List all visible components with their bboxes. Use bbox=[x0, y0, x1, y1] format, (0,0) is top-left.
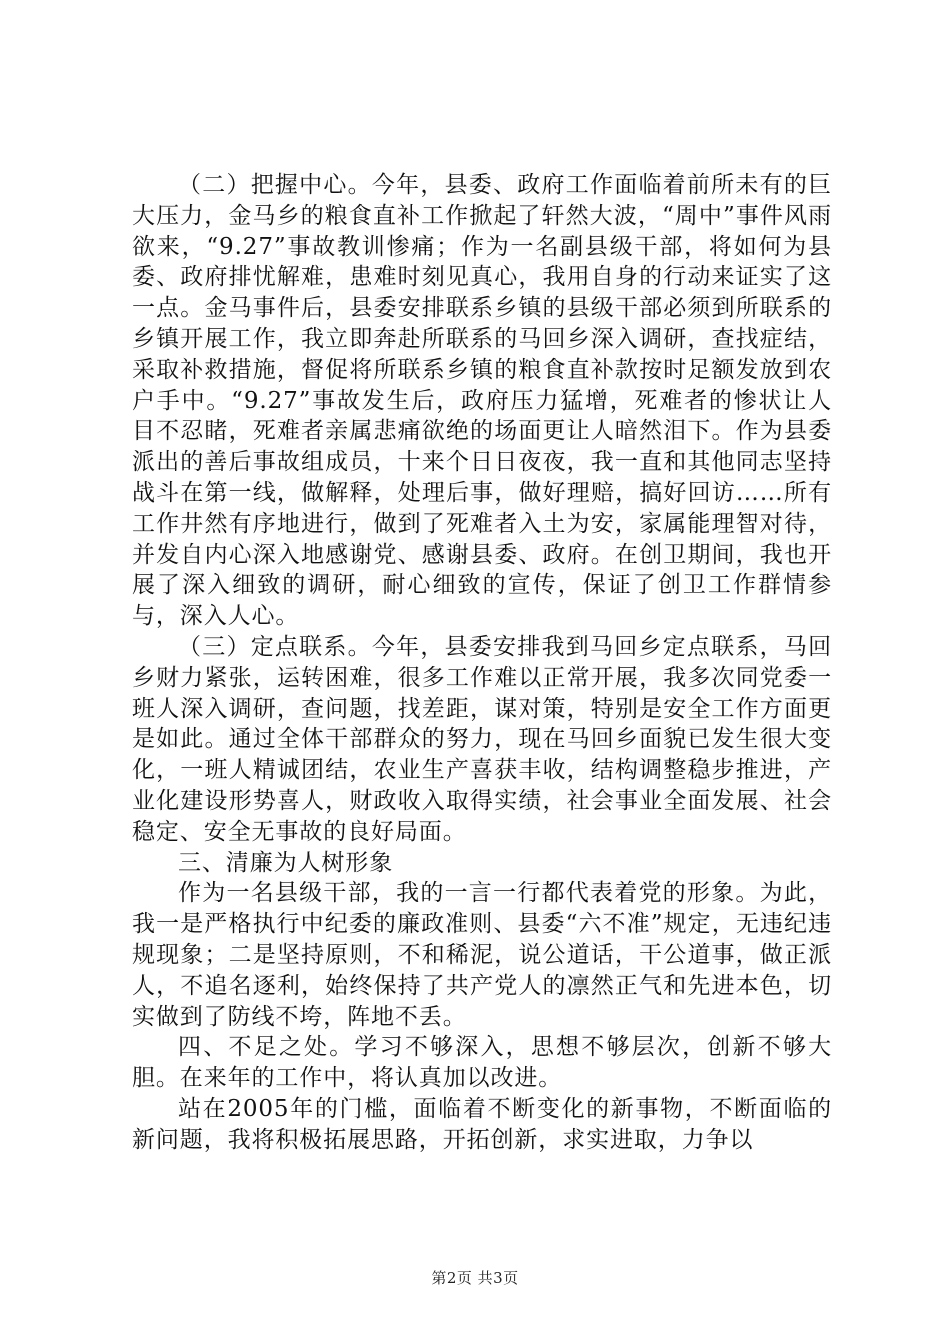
page-footer: 第2页 共3页 bbox=[431, 1269, 519, 1287]
paragraph-outlook: 站在2005年的门槛，面临着不断变化的新事物，不断面临的新问题，我将积极拓展思路，开拓创新，求实进取，力争以 bbox=[132, 1095, 832, 1153]
paragraph-fixed-contact: （三）定点联系。今年，县委安排我到马回乡定点联系，马回乡财力紧张，运转困难，很多工作难以正常开展，我多次同党委一班人深入调研，查问题，找差距，谋对策，特别是安全工作方面更是如此。通过全体干部群众的努力，现在马回乡面貌已发生很大变化，一班人精诚团结，农业生产喜获丰收，结构调整稳步推进，产业化建设形势喜人，财政收入取得实绩，社会事业全面发展、社会稳定、安全无事故的良好局面。 bbox=[132, 633, 832, 845]
section-heading-integrity: 三、清廉为人树形象 bbox=[178, 849, 394, 876]
document-body bbox=[132, 170, 832, 1156]
paragraph-grasp-center: （二）把握中心。今年，县委、政府工作面临着前所未有的巨大压力，金马乡的粮食直补工作掀起了轩然大波，“周中”事件风雨欲来，“9.27”事故教训惨痛；作为一名副县级干部，将如何为县委、政府排忧解难，患难时刻见真心，我用自身的行动来证实了这一点。金马事件后，县委安排联系乡镇的县级干部必须到所联系的乡镇开展工作，我立即奔赴所联系的马回乡深入调研，查找症结，采取补救措施，督促将所联系乡镇的粮食直补款按时足额发放到农户手中。“9.27”事故发生后，政府压力猛增，死难者的惨状让人目不忍睹，死难者亲属悲痛欲绝的场面更让人暗然泪下。作为县委派出的善后事故组成员，十来个日日夜夜，我一直和其他同志坚持战斗在第一线，做解释，处理后事，做好理赔，搞好回访……所有工作井然有序地进行，做到了死难者入土为安，家属能理智对待，并发自内心深入地感谢党、感谢县委、政府。在创卫期间，我也开展了深入细致的调研，耐心细致的宣传，保证了创卫工作群情参与，深入人心。 bbox=[132, 172, 832, 630]
paragraph-shortcomings: 四、不足之处。学习不够深入，思想不够层次，创新不够大胆。在来年的工作中，将认真加以改进。 bbox=[132, 1034, 832, 1092]
paragraph-integrity: 作为一名县级干部，我的一言一行都代表着党的形象。为此，我一是严格执行中纪委的廉政准则、县委“六不准”规定，无违纪违规现象；二是坚持原则，不和稀泥，说公道话，干公道事，做正派人，不追名逐利，始终保持了共产党人的凛然正气和先进本色，切实做到了防线不垮，阵地不丢。 bbox=[132, 880, 832, 1030]
